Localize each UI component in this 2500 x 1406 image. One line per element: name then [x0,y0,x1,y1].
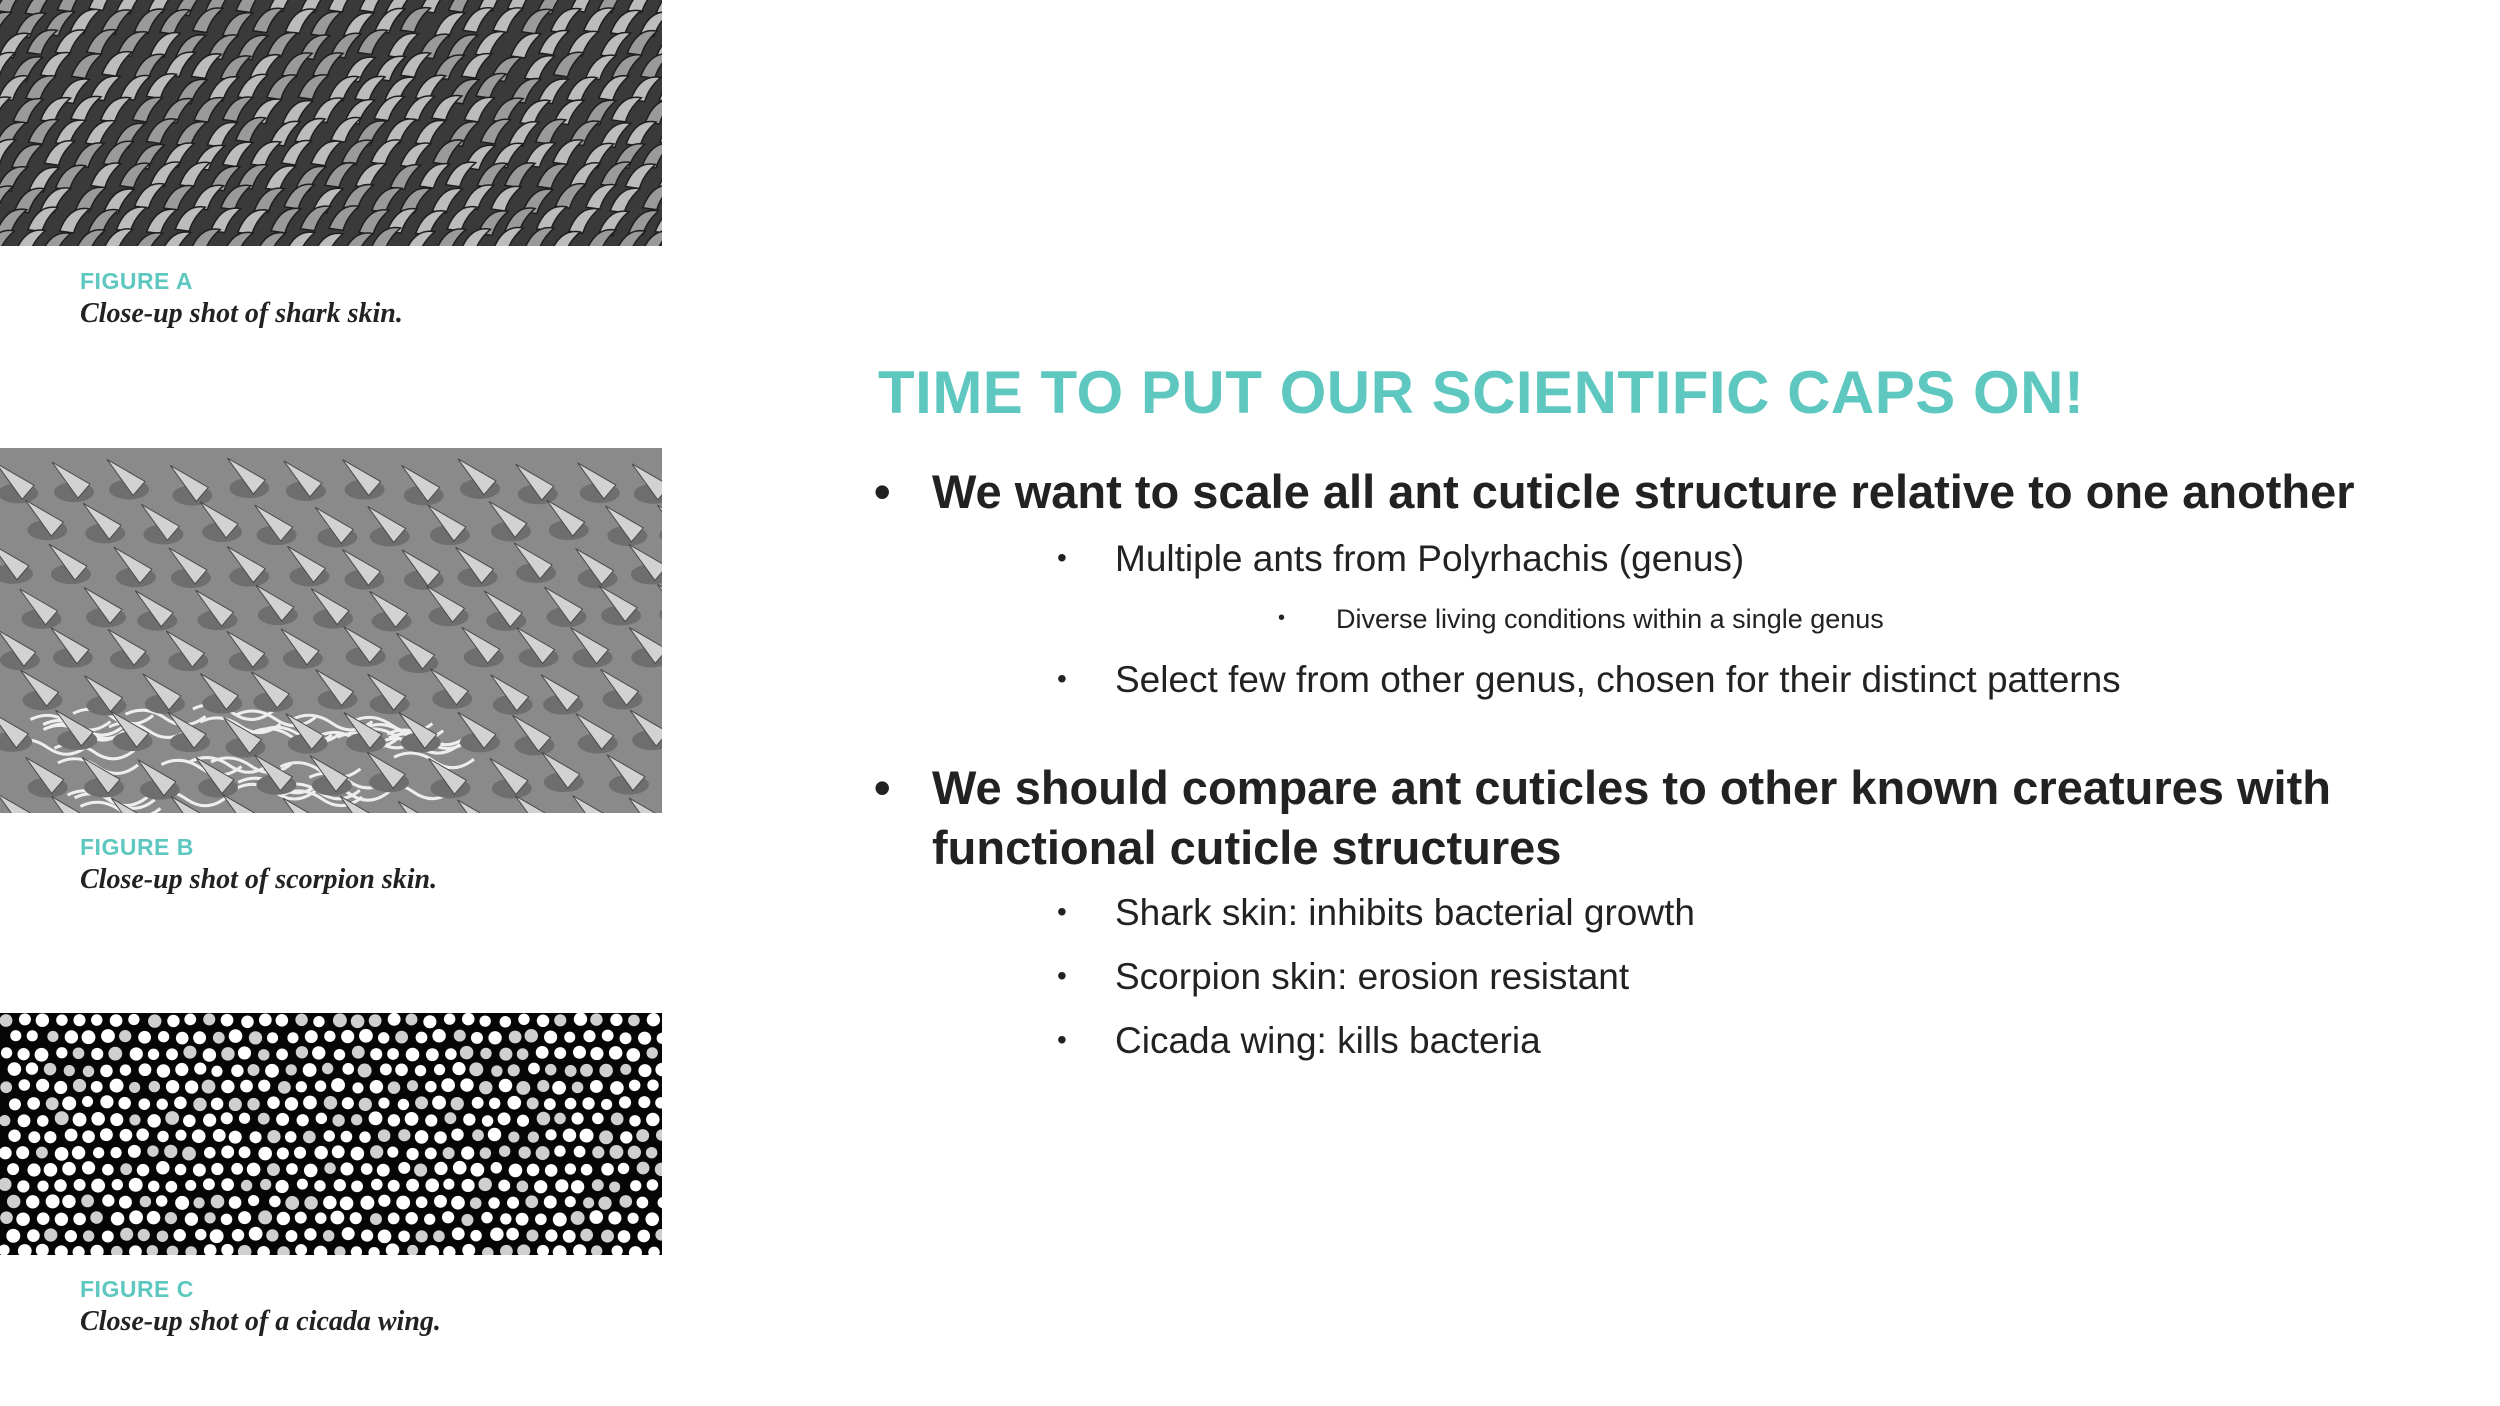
bullet-text: We should compare ant cuticles to other known creatures with functional cuticle structures [932,761,2331,874]
bullet-level1 [874,464,2355,519]
bullet-text: Diverse living conditions within a single genus [1336,604,1884,634]
figure-b-caption: Close-up shot of scorpion skin. [80,864,438,895]
bullet-text: Cicada wing: kills bacteria [1115,1020,1541,1061]
figure-a-label: FIGURE A [80,268,194,294]
figure-b-label: FIGURE B [80,834,194,860]
bullet-text: Scorpion skin: erosion resistant [1115,956,1630,997]
figure-b-image [0,448,662,813]
bullet-level2 [1057,538,1745,580]
bullet-dot: • [1057,542,1067,573]
slide-title: TIME TO PUT OUR SCIENTIFIC CAPS ON! [878,359,2085,426]
bullet-level2 [1057,892,1695,934]
bullet-dot: • [1057,663,1067,694]
bullet-text: Multiple ants from Polyrhachis (genus) [1115,538,1745,579]
figure-a-caption: Close-up shot of shark skin. [80,298,403,329]
bullet-dot: • [1278,607,1286,629]
figure-c-image [0,1013,662,1255]
bullet-level1 [874,758,2332,878]
bullet-dot: • [874,761,891,814]
bullet-level2 [1057,1020,1541,1062]
bullet-dot: • [1057,896,1067,927]
bullet-text: Select few from other genus, chosen for their distinct patterns [1115,659,2121,700]
bullet-level2 [1057,956,1630,998]
bullet-level2 [1057,659,2121,701]
bullet-text: Shark skin: inhibits bacterial growth [1115,892,1695,933]
bullet-dot: • [1057,1024,1067,1055]
bullet-dot: • [874,465,891,518]
bullet-dot: • [1057,960,1067,991]
figure-c-caption: Close-up shot of a cicada wing. [80,1306,441,1337]
bullet-text: We want to scale all ant cuticle structure relative to one another [932,465,2355,518]
figure-c-label: FIGURE C [80,1276,194,1302]
figure-a-image [0,0,662,246]
bullet-level3 [1278,604,1884,635]
